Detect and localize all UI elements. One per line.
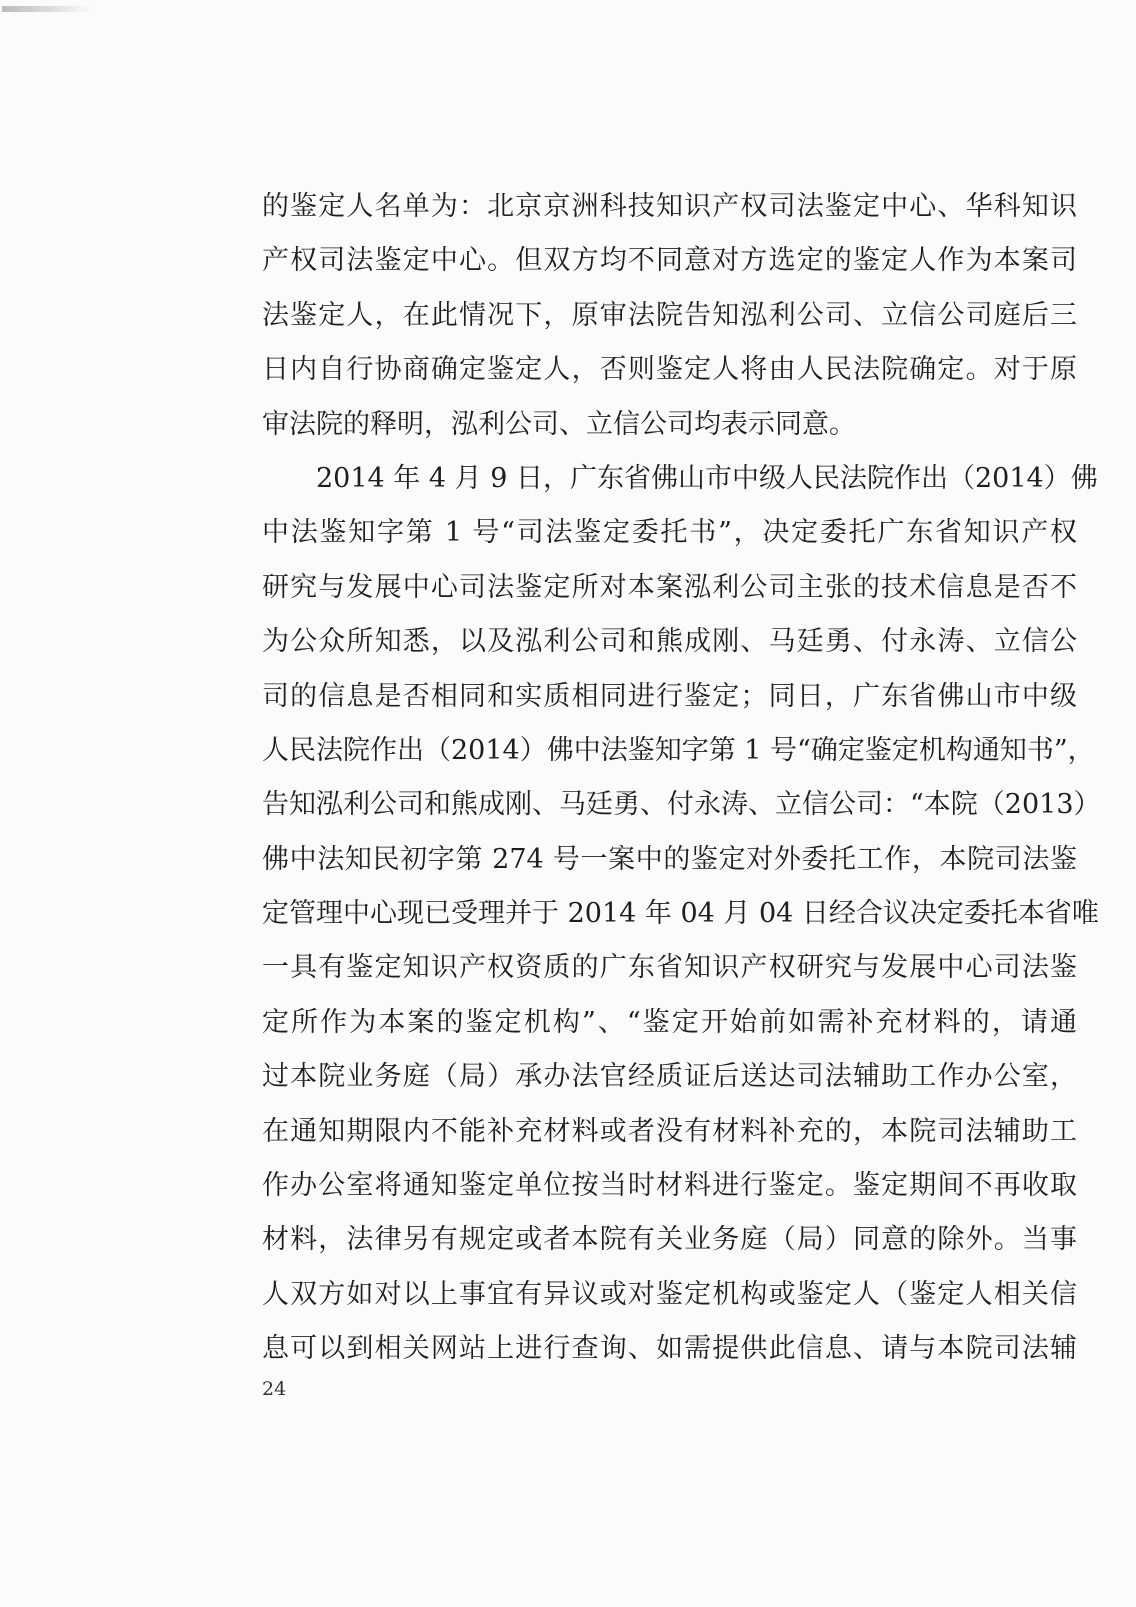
paragraph-2 bbox=[262, 452, 1101, 1377]
text-line: 息可以到相关网站上进行查询、如需提供此信息、请与本院司法辅 bbox=[262, 1333, 1077, 1365]
text-line: 佛中法知民初字第 274 号一案中的鉴定对外委托工作，本院司法鉴 bbox=[262, 843, 1077, 875]
text-line: 中法鉴知字第 1 号“司法鉴定委托书”，决定委托广东省知识产权 bbox=[262, 517, 1077, 549]
text-line: 为公众所知悉，以及泓利公司和熊成刚、马廷勇、付永涛、立信公 bbox=[262, 626, 1077, 658]
text-line: 作办公室将通知鉴定单位按当时材料进行鉴定。鉴定期间不再收取 bbox=[262, 1170, 1077, 1202]
text-line: 司的信息是否相同和实质相同进行鉴定；同日，广东省佛山市中级 bbox=[262, 680, 1077, 712]
text-line: 一具有鉴定知识产权资质的广东省知识产权研究与发展中心司法鉴 bbox=[262, 952, 1077, 984]
paragraph-1 bbox=[262, 180, 1077, 452]
text-line: 人双方如对以上事宜有异议或对鉴定机构或鉴定人（鉴定人相关信 bbox=[262, 1278, 1077, 1310]
page-number: 24 bbox=[262, 1378, 287, 1400]
text-line: 研究与发展中心司法鉴定所对本案泓利公司主张的技术信息是否不 bbox=[262, 571, 1077, 603]
text-line: 人民法院作出（2014）佛中法鉴知字第 1 号“确定鉴定机构通知书”， bbox=[262, 734, 1095, 766]
text-line: 定所作为本案的鉴定机构”、“鉴定开始前如需补充材料的，请通 bbox=[262, 1006, 1077, 1038]
text-line: 告知泓利公司和熊成刚、马廷勇、付永涛、立信公司：“本院（2013） bbox=[262, 789, 1101, 821]
scan-artifact bbox=[2, 6, 92, 12]
text-line: 日内自行协商确定鉴定人，否则鉴定人将由人民法院确定。对于原 bbox=[262, 354, 1077, 386]
document-body bbox=[262, 180, 1101, 1377]
text-line: 在通知期限内不能补充材料或者没有材料补充的，本院司法辅助工 bbox=[262, 1115, 1077, 1147]
text-line: 材料，法律另有规定或者本院有关业务庭（局）同意的除外。当事 bbox=[262, 1224, 1077, 1256]
text-line: 2014 年 4 月 9 日，广东省佛山市中级人民法院作出（2014）佛 bbox=[316, 462, 1098, 494]
text-line: 的鉴定人名单为：北京京洲科技知识产权司法鉴定中心、华科知识 bbox=[262, 191, 1077, 222]
text-line: 定管理中心现已受理并于 2014 年 04 月 04 日经合议决定委托本省唯 bbox=[262, 898, 1099, 930]
text-line: 产权司法鉴定中心。但双方均不同意对方选定的鉴定人作为本案司 bbox=[262, 245, 1077, 277]
text-line: 审法院的释明，泓利公司、立信公司均表示同意。 bbox=[262, 408, 856, 440]
text-line: 法鉴定人，在此情况下，原审法院告知泓利公司、立信公司庭后三 bbox=[262, 299, 1077, 331]
text-line: 过本院业务庭（局）承办法官经质证后送达司法辅助工作办公室， bbox=[262, 1061, 1077, 1093]
